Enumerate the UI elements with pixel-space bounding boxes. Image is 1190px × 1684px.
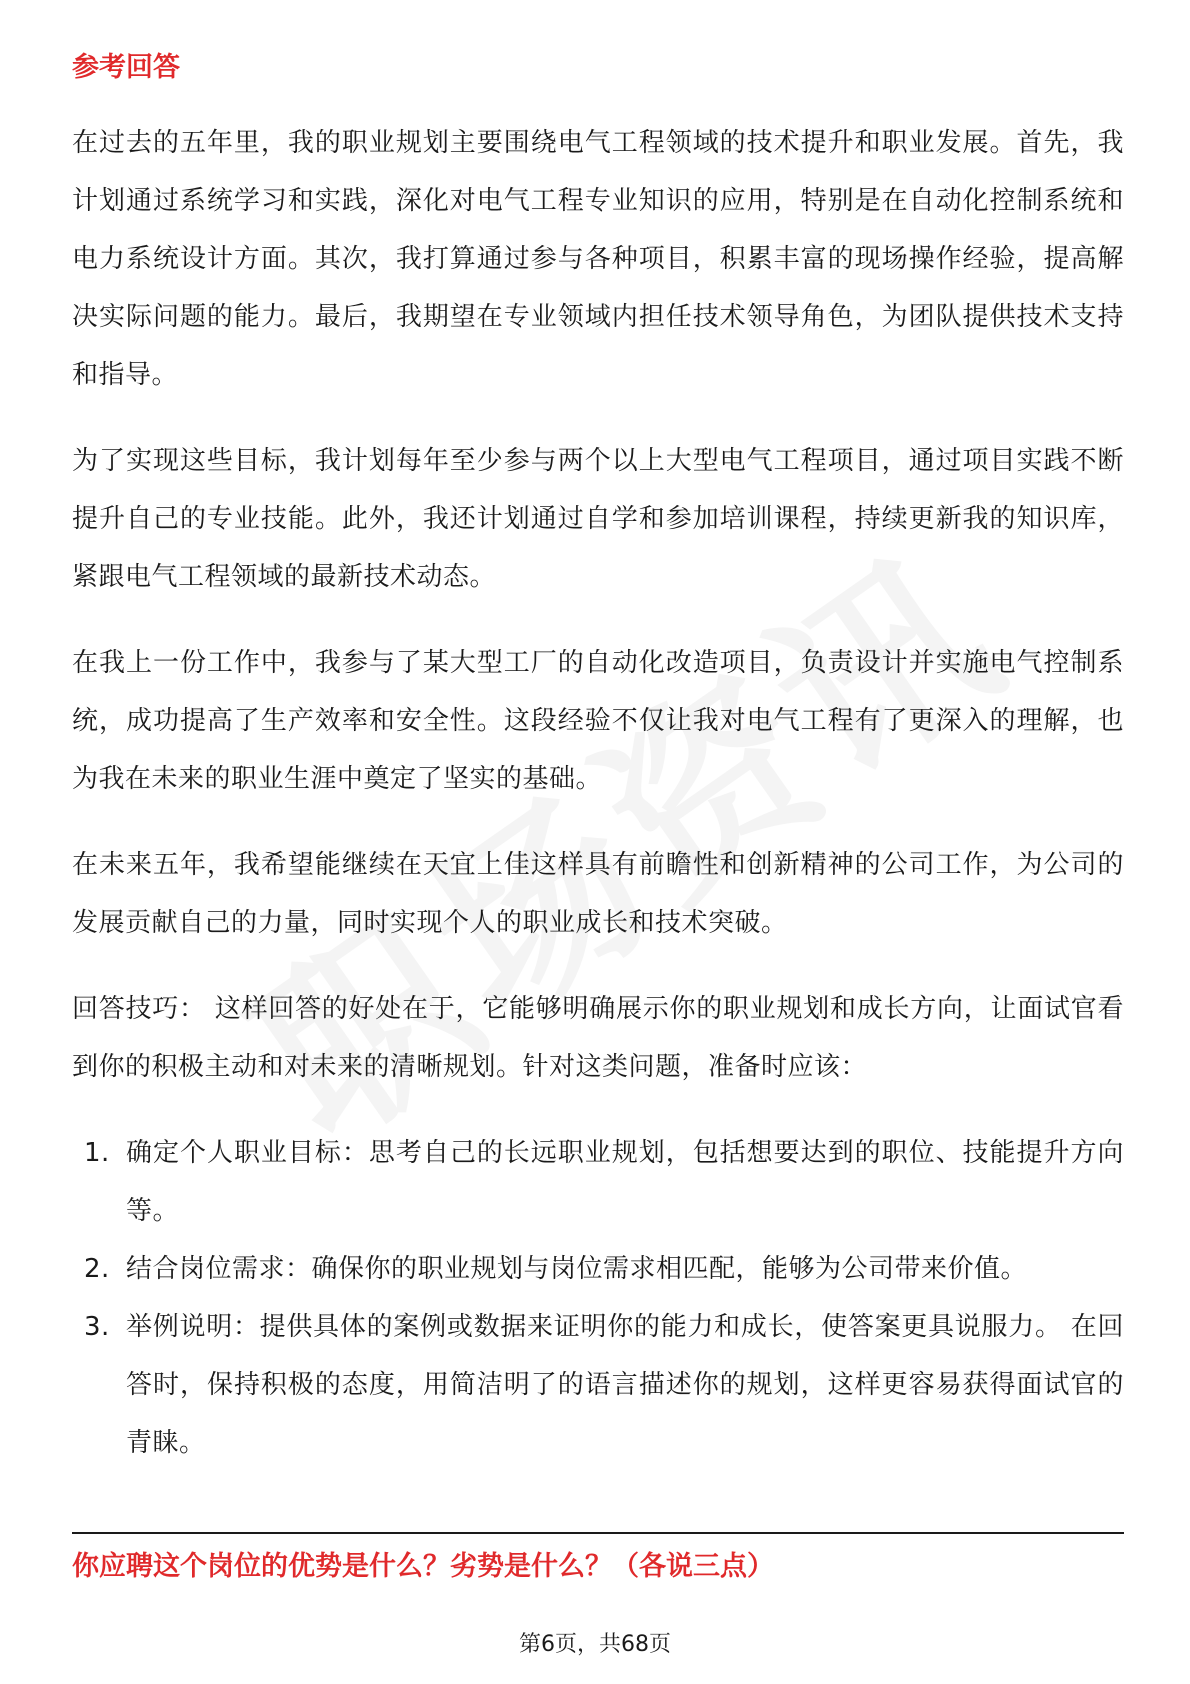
list-item — [72, 1124, 1124, 1240]
tips-list — [72, 1124, 1124, 1472]
main-content — [72, 48, 1124, 1472]
next-question-title: 你应聘这个岗位的优势是什么？劣势是什么？（各说三点） — [72, 1551, 774, 1582]
answer-paragraph-3: 在我上一份工作中，我参与了某大型工厂的自动化改造项目，负责设计并实施电气控制系统，成功提高了生产效率和安全性。这段经验不仅让我对电气工程有了更深入的理解，也为我在未来的职业生涯中奠定了坚实的基础。 — [72, 648, 1124, 794]
page-footer: 第6页，共68页 — [519, 1632, 671, 1657]
list-item-number: 2. — [84, 1254, 110, 1284]
section-title: 参考回答 — [72, 52, 180, 83]
list-item — [72, 1298, 1124, 1472]
list-item-text: 举例说明：提供具体的案例或数据来证明你的能力和成长，使答案更具说服力。 在回答时，保持积极的态度，用简洁明了的语言描述你的规划，这样更容易获得面试官的青睐。 — [126, 1312, 1124, 1458]
list-item-number: 1. — [84, 1138, 110, 1168]
list-item-number: 3. — [84, 1312, 110, 1342]
list-item-text: 结合岗位需求：确保你的职业规划与岗位需求相匹配，能够为公司带来价值。 — [126, 1254, 1028, 1284]
tips-paragraph: 回答技巧： 这样回答的好处在于，它能够明确展示你的职业规划和成长方向，让面试官看到你的积极主动和对未来的清晰规划。针对这类问题，准备时应该： — [72, 994, 1124, 1082]
list-item — [72, 1240, 1124, 1298]
answer-paragraph-1: 在过去的五年里，我的职业规划主要围绕电气工程领域的技术提升和职业发展。首先，我计划通过系统学习和实践，深化对电气工程专业知识的应用，特别是在自动化控制系统和电力系统设计方面。其次，我打算通过参与各种项目，积累丰富的现场操作经验，提高解决实际问题的能力。最后，我期望在专业领域内担任技术领导角色，为团队提供技术支持和指导。 — [72, 128, 1124, 390]
list-item-text: 确定个人职业目标：思考自己的长远职业规划，包括想要达到的职位、技能提升方向等。 — [126, 1138, 1124, 1226]
section-divider — [72, 1532, 1124, 1534]
answer-paragraph-2: 为了实现这些目标，我计划每年至少参与两个以上大型电气工程项目，通过项目实践不断提升自己的专业技能。此外，我还计划通过自学和参加培训课程，持续更新我的知识库，紧跟电气工程领域的最新技术动态。 — [72, 446, 1124, 592]
answer-paragraph-4: 在未来五年，我希望能继续在天宜上佳这样具有前瞻性和创新精神的公司工作，为公司的发展贡献自己的力量，同时实现个人的职业成长和技术突破。 — [72, 850, 1124, 938]
